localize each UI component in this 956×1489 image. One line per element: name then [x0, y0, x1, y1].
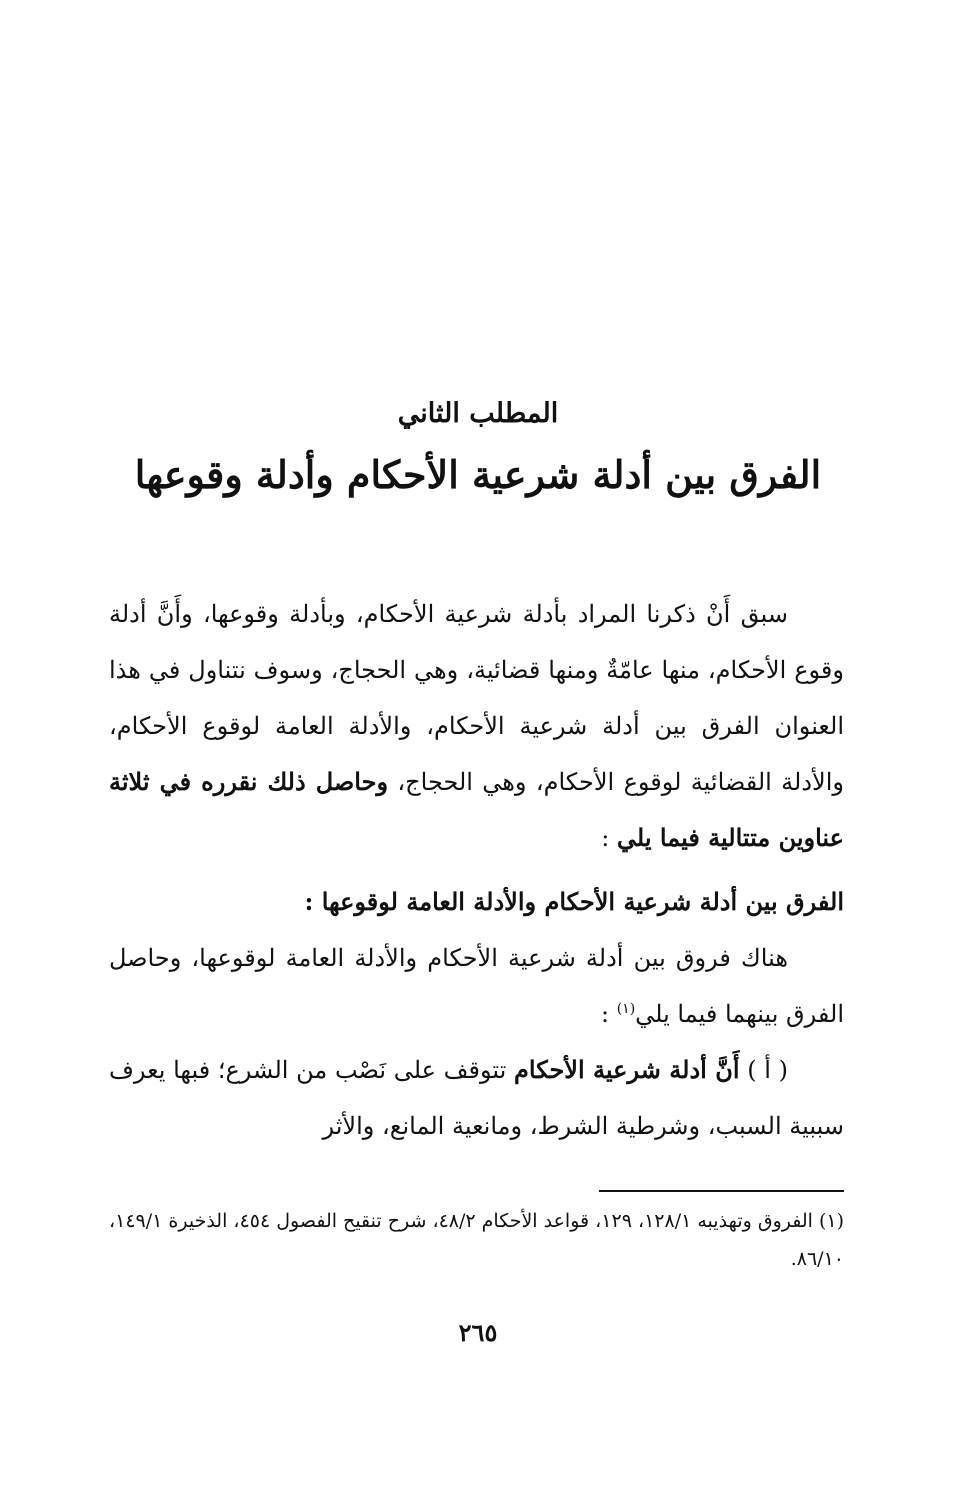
intro-paragraph	[109, 586, 844, 866]
differences-text: هناك فروق بين أدلة شرعية الأحكام والأدلة العامة لوقوعها، وحاصل الفرق بينهما فيما يلي	[109, 944, 844, 1028]
page-number: ٢٦٥	[458, 1318, 498, 1347]
intro-bold-text: وحاصل ذلك نقرره في ثلاثة عناوين متتالية فيما يلي	[109, 767, 844, 852]
differences-end: :	[600, 1000, 617, 1028]
differences-paragraph	[109, 930, 844, 1042]
intro-text: سبق أَنْ ذكرنا المراد بأدلة شرعية الأحكام، وبأدلة وقوعها، وأَنَّ أدلة وقوع الأحكام، منها عامّةٌ ومنها قضائية، وهي الحجاج، وسوف نتناول في هذا العنوان الفرق بين أدلة شرعية الأحكام، والأدلة العامة لوقوع الأحكام، والأدلة القضائية لوقوع الأحكام، وهي الحجاج،	[109, 600, 844, 796]
item-a-paragraph	[109, 1042, 844, 1154]
body-text	[109, 586, 844, 1154]
subheading: الفرق بين أدلة شرعية الأحكام والأدلة العامة لوقوعها :	[304, 887, 844, 916]
item-a-marker: ( أ )	[739, 1056, 788, 1084]
item-a-text: تتوقف على نَصْب من الشرع؛ فبها يعرف سببية السبب، وشرطية الشرط، ومانعية المانع، والأثر	[109, 1056, 844, 1140]
item-a-bold: أَنَّ أدلة شرعية الأحكام	[514, 1055, 740, 1084]
section-label: المطلب الثاني	[397, 398, 559, 429]
section-title: الفرق بين أدلة شرعية الأحكام وأدلة وقوعها	[134, 452, 822, 497]
intro-end: :	[601, 824, 617, 852]
footnote-divider	[599, 1190, 844, 1192]
footnote-reference: (١)	[616, 1001, 636, 1017]
footnotes	[109, 1202, 844, 1278]
footnote-1: (١) الفروق وتهذيبه ١٢٨/١، ١٢٩، قواعد الأحكام ٤٨/٢، شرح تنقيح الفصول ٤٥٤، الذخيرة ١٤٩/١، ٨٦/١٠.	[109, 1210, 844, 1270]
